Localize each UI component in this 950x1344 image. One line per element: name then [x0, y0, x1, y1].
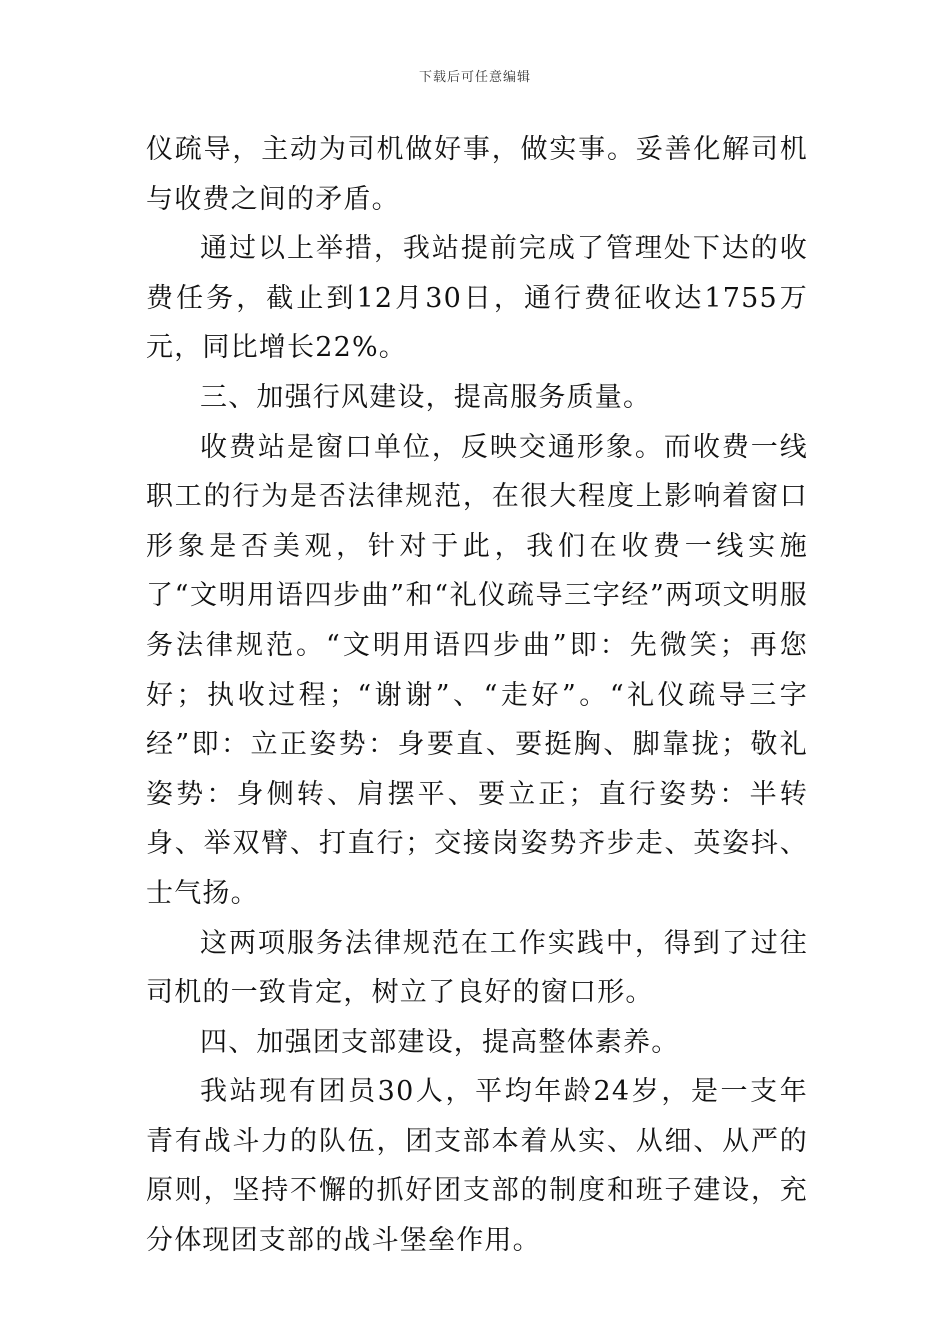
paragraph-closing-previous: 仪疏导，主动为司机做好事，做实事。妥善化解司机与收费之间的矛盾。 — [146, 134, 808, 215]
document-body — [146, 125, 808, 1266]
section-heading-3: 三、加强行风建设，提高服务质量。 — [200, 381, 652, 413]
paragraph-toll-results: 通过以上举措，我站提前完成了管理处下达的收费任务，截止到12月30日，通行费征收达1755万元，同比增长22%。 — [146, 233, 808, 364]
paragraph-service-norms: 收费站是窗口单位，反映交通形象。而收费一线职工的行为是否法律规范，在很大程度上影响着窗口形象是否美观，针对于此，我们在收费一线实施了“文明用语四步曲”和“礼仪疏导三字经”两项文明服务法律规范。“文明用语四步曲”即：先微笑；再您好；执收过程；“谢谢”、“走好”。“礼仪疏导三字经”即：立正姿势：身要直、要挺胸、脚靠拢；敬礼姿势：身侧转、肩摆平、要立正；直行姿势：半转身、举双臂、打直行；交接岗姿势齐步走、英姿抖、士气扬。 — [146, 431, 808, 909]
paragraph-league-branch: 我站现有团员30人，平均年龄24岁，是一支年青有战斗力的队伍，团支部本着从实、从细、从严的原则，坚持不懈的抓好团支部的制度和班子建设，充分体现团支部的战斗堡垒作用。 — [146, 1076, 808, 1257]
header-note: 下载后可任意编辑 — [418, 70, 531, 85]
section-heading-4: 四、加强团支部建设，提高整体素养。 — [200, 1026, 680, 1058]
paragraph-norms-outcome: 这两项服务法律规范在工作实践中，得到了过往司机的一致肯定，树立了良好的窗口形。 — [146, 927, 808, 1009]
